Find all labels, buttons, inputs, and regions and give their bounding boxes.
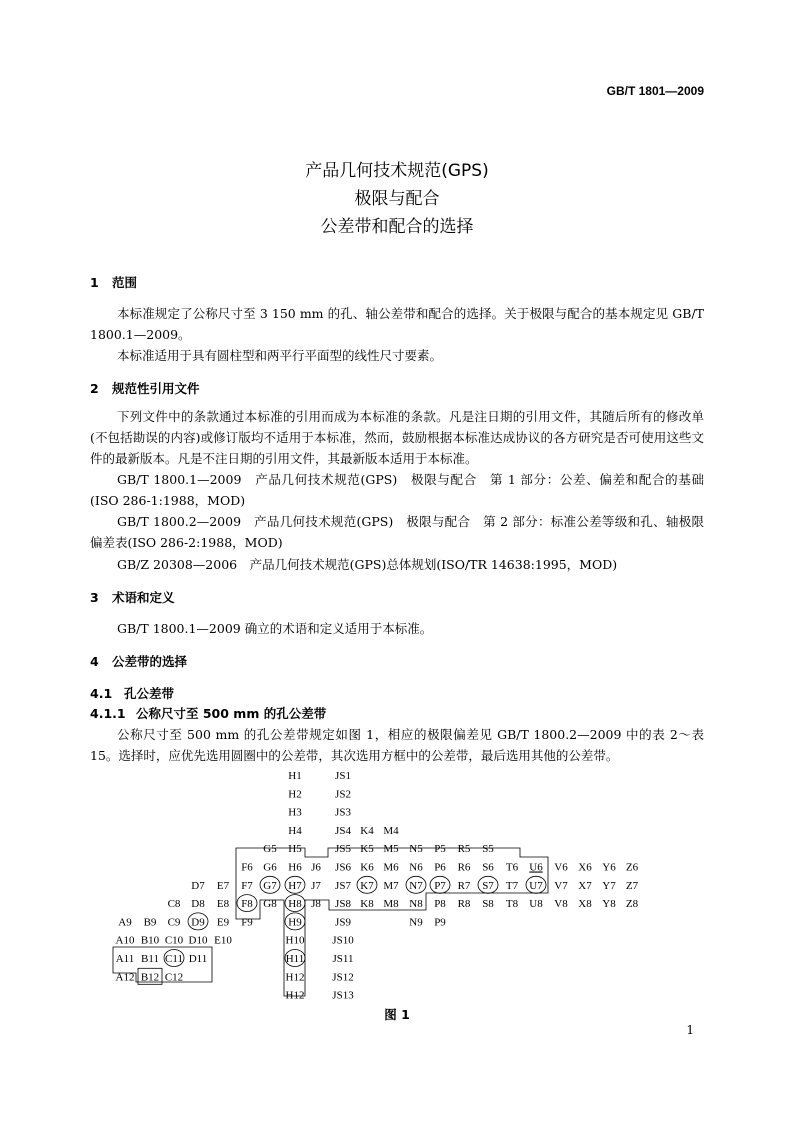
title-line-1: 产品几何技术规范(GPS) [305,161,489,181]
tolerance-zone-p5: P5 [434,843,446,856]
tolerance-zone-v7: V7 [554,879,568,892]
tolerance-zone-s7: S7 [482,879,494,892]
title-line-3: 公差带和配合的选择 [320,217,474,237]
section-number: 4.1.1 [90,706,126,721]
section-4-1-1-heading [90,704,326,722]
tolerance-zone-h9: H9 [288,916,302,929]
tolerance-zone-d11: D11 [188,953,208,965]
tolerance-zone-e9: E9 [216,916,230,929]
section-4-1-heading [90,684,174,702]
tolerance-zone-js1: JS1 [335,770,351,782]
section-number: 2 [90,381,99,396]
section-3-para-1: GB/T 1800.1—2009 确立的术语和定义适用于本标准。 [117,621,433,636]
tolerance-zone-f6: F6 [241,861,253,874]
tolerance-zone-m4: M4 [383,824,399,837]
tolerance-zone-x6: X6 [578,861,592,874]
title-line-2: 极限与配合 [354,189,440,209]
tolerance-zone-d10: D10 [188,934,208,947]
tolerance-zone-b12: B12 [140,971,160,984]
tolerance-zone-h1: H1 [288,770,302,782]
tolerance-zone-y7: Y7 [602,879,616,892]
tolerance-zone-f7: F7 [241,879,253,892]
tolerance-zone-z6: Z6 [625,861,639,874]
tolerance-zone-r8: R8 [457,898,471,911]
section-4-heading [90,652,187,670]
tolerance-zone-n6: N6 [409,861,423,874]
section-1-heading [90,273,137,291]
tolerance-zone-figure [0,760,794,1005]
section-number: 4 [90,654,99,669]
tolerance-zone-js8: JS8 [335,898,351,911]
section-1-para-1: 本标准规定了公称尺寸至 3 150 mm 的孔、轴公差带和配合的选择。关于极限与配合的基本规定见 GB/T 1800.1—2009。 [90,306,704,342]
tolerance-zone-x8: X8 [578,898,592,911]
tolerance-zone-u7: U7 [529,879,543,892]
tolerance-zone-v6: V6 [554,861,568,874]
tolerance-zone-r7: R7 [457,879,471,892]
tolerance-zone-t8: T8 [505,898,519,911]
tolerance-zone-m6: M6 [383,861,399,874]
tolerance-zone-h12: H12 [285,989,305,1002]
tolerance-zone-n5: N5 [409,843,423,856]
tolerance-zone-r6: R6 [457,861,471,874]
tolerance-zone-n8: N8 [409,898,423,911]
tolerance-zone-h3: H3 [288,806,302,819]
section-3-heading [90,588,175,606]
tolerance-zone-j8: J8 [311,898,321,911]
tolerance-zone-js10: JS10 [332,934,354,947]
tolerance-zone-c9: C9 [167,916,181,929]
tolerance-zone-g5: G5 [263,843,277,856]
tolerance-zone-f8: F8 [241,898,253,911]
tolerance-zone-d7: D7 [191,879,205,892]
tolerance-zone-js5: JS5 [335,843,351,856]
tolerance-zone-z7: Z7 [625,879,639,892]
tolerance-zone-x7: X7 [578,879,592,892]
tolerance-zone-k8: K8 [360,898,374,911]
tolerance-zone-g7: G7 [263,879,277,892]
tolerance-zone-s5: S5 [482,843,494,856]
tolerance-zone-e8: E8 [216,898,230,911]
tolerance-zone-h8: H8 [288,898,302,911]
section-title: 规范性引用文件 [112,381,200,396]
tolerance-zone-u6: U6 [529,861,543,874]
reference-2: GB/T 1800.2—2009 产品几何技术规范(GPS) 极限与配合 第 2 部分：标准公差等级和孔、轴极限偏差表(ISO 286-2:1988，MOD) [90,514,704,550]
tolerance-zone-k4: K4 [360,824,374,837]
tolerance-zone-d9: D9 [191,916,205,929]
section-title: 术语和定义 [112,590,175,605]
section-title: 范围 [112,275,138,290]
tolerance-zone-js6: JS6 [335,861,351,874]
tolerance-zone-js7: JS7 [335,879,351,892]
reference-3: GB/Z 20308—2006 产品几何技术规范(GPS)总体规划(ISO/TR 14638:1995，MOD) [117,557,618,572]
tolerance-zone-js9: JS9 [335,916,351,929]
section-4-1-1-para: 公称尺寸至 500 mm 的孔公差带规定如图 1，相应的极限偏差见 GB/T 1800.2—2009 中的表 2～表 15。选择时，应优先选用圆圈中的公差带，其次选用方框中的公差带，最后选用其他的公差带。 [90,727,704,763]
tolerance-zone-s8: S8 [482,898,494,911]
tolerance-zone-m7: M7 [383,879,399,892]
tolerance-zone-y8: Y8 [602,898,616,911]
figure-label: 图 1 [384,1007,410,1022]
tolerance-zone-t6: T6 [505,861,519,874]
tolerance-zone-h5: H5 [288,843,302,856]
tolerance-zone-a12: A12 [115,971,135,984]
reference-1: GB/T 1800.1—2009 产品几何技术规范(GPS) 极限与配合 第 1 部分：公差、偏差和配合的基础(ISO 286-1:1988，MOD) [90,472,704,508]
tolerance-zone-a9: A9 [118,916,132,929]
tolerance-zone-a11: A11 [115,953,135,965]
tolerance-zone-p6: P6 [434,861,446,874]
tolerance-zone-g8: G8 [263,898,277,911]
tolerance-zone-m5: M5 [383,843,399,856]
tolerance-zone-k7: K7 [360,879,374,892]
tolerance-zone-b10: B10 [140,934,160,947]
tolerance-zone-js2: JS2 [335,788,351,801]
tolerance-zone-z8: Z8 [625,898,639,911]
tolerance-zone-h6: H6 [288,861,302,874]
section-2-heading [90,379,200,397]
tolerance-zone-b9: B9 [143,916,157,929]
tolerance-zone-n9: N9 [409,916,423,929]
section-title: 公差带的选择 [112,654,188,669]
tolerance-zone-s6: S6 [482,861,494,874]
section-number: 1 [90,275,99,290]
tolerance-zone-y6: Y6 [602,861,616,874]
tolerance-zone-g6: G6 [263,861,277,874]
tolerance-zone-h4: H4 [288,824,302,837]
tolerance-zone-h12: H12 [285,971,305,984]
section-2-para-1: 下列文件中的条款通过本标准的引用而成为本标准的条款。凡是注日期的引用文件，其随后所有的修改单(不包括勘误的内容)或修订版均不适用于本标准，然而，鼓励根据本标准达成协议的各方研究是否可使用这些文件的最新版本。凡是不注日期的引用文件，其最新版本适用于本标准。 [90,409,704,466]
tolerance-zone-k5: K5 [360,843,374,856]
tolerance-zone-f9: F9 [241,916,253,929]
tolerance-zone-c11: C11 [165,953,183,965]
section-title: 公称尺寸至 500 mm 的孔公差带 [136,706,327,721]
tolerance-zone-h10: H10 [285,934,305,947]
tolerance-zone-b11: B11 [141,953,159,965]
tolerance-zone-p7: P7 [434,879,446,892]
tolerance-zone-n7: N7 [409,879,423,892]
tolerance-zone-p9: P9 [434,916,446,929]
tolerance-zone-js3: JS3 [335,806,351,819]
tolerance-zone-d8: D8 [191,898,205,911]
tolerance-zone-e10: E10 [214,934,232,947]
tolerance-zone-c8: C8 [167,898,181,911]
page-number: 1 [686,1023,694,1037]
tolerance-zone-c10: C10 [164,934,184,947]
tolerance-zone-j7: J7 [311,879,321,892]
tolerance-zone-js11: JS11 [332,953,354,965]
tolerance-zone-k6: K6 [360,861,374,874]
tolerance-zone-js12: JS12 [332,971,354,984]
section-number: 4.1 [90,686,113,701]
standard-code: GB/T 1801—2009 [606,84,704,98]
tolerance-zone-p8: P8 [434,898,446,911]
section-number: 3 [90,590,99,605]
section-1-para-2: 本标准适用于具有圆柱型和两平行平面型的线性尺寸要素。 [117,348,443,363]
section-title: 孔公差带 [124,686,175,701]
tolerance-zone-h7: H7 [288,879,302,892]
tolerance-zone-a10: A10 [115,934,135,947]
tolerance-zone-e7: E7 [216,879,230,892]
tolerance-zone-v8: V8 [554,898,568,911]
tolerance-zone-js4: JS4 [335,824,351,837]
tolerance-zone-m8: M8 [383,898,399,911]
tolerance-zone-js13: JS13 [332,989,354,1002]
tolerance-zone-h11: H11 [285,953,305,965]
tolerance-zone-c12: C12 [164,971,184,984]
tolerance-zone-h2: H2 [288,788,302,801]
tolerance-zone-t7: T7 [505,879,519,892]
tolerance-zone-r5: R5 [457,843,471,856]
tolerance-zone-u8: U8 [529,898,543,911]
tolerance-zone-j6: J6 [311,861,321,874]
